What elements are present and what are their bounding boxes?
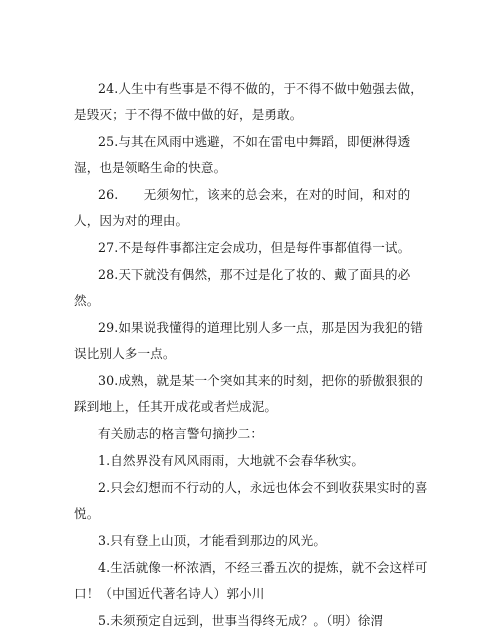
quote-1: 1.自然界没有风风雨雨，大地就不会春华秋实。 [98, 453, 365, 468]
quote-24: 24.人生中有些事是不得不做的，于不得不做中勉强去做，是毁灭；于不得不做中做的好，是勇敢。 [74, 81, 423, 122]
quote-26: 26. 无须匆忙，该来的总会来，在对的时间，和对的人，因为对的理由。 [74, 187, 411, 228]
quote-3: 3.只有登上山顶，才能看到那边的风光。 [98, 533, 327, 548]
quote-4: 4.生活就像一杯浓酒，不经三番五次的提炼，就不会这样可口！（中国近代著名诗人）郭小川 [74, 560, 428, 601]
quote-27: 27.不是每件事都注定会成功，但是每件事都值得一试。 [98, 240, 411, 255]
document-body [74, 76, 430, 635]
section-heading: 有关励志的格言警句摘抄二： [98, 426, 264, 441]
quote-28: 28.天下就没有偶然，那不过是化了妆的、戴了面具的必然。 [74, 267, 411, 308]
quote-30: 30.成熟，就是某一个突如其来的时刻，把你的骄傲狠狠的踩到地上，任其开成花或者烂成泥。 [74, 373, 423, 414]
quote-29: 29.如果说我懂得的道理比别人多一点，那是因为我犯的错误比别人多一点。 [74, 320, 423, 361]
quote-2: 2.只会幻想而不行动的人，永远也体会不到收获果实时的喜悦。 [74, 480, 428, 521]
quote-5: 5.未须预定自远到，世事当得终无成？。（明）徐渭 [98, 613, 384, 628]
quote-25: 25.与其在风雨中逃避，不如在雷电中舞蹈，即便淋得透湿，也是领略生命的快意。 [74, 134, 411, 175]
